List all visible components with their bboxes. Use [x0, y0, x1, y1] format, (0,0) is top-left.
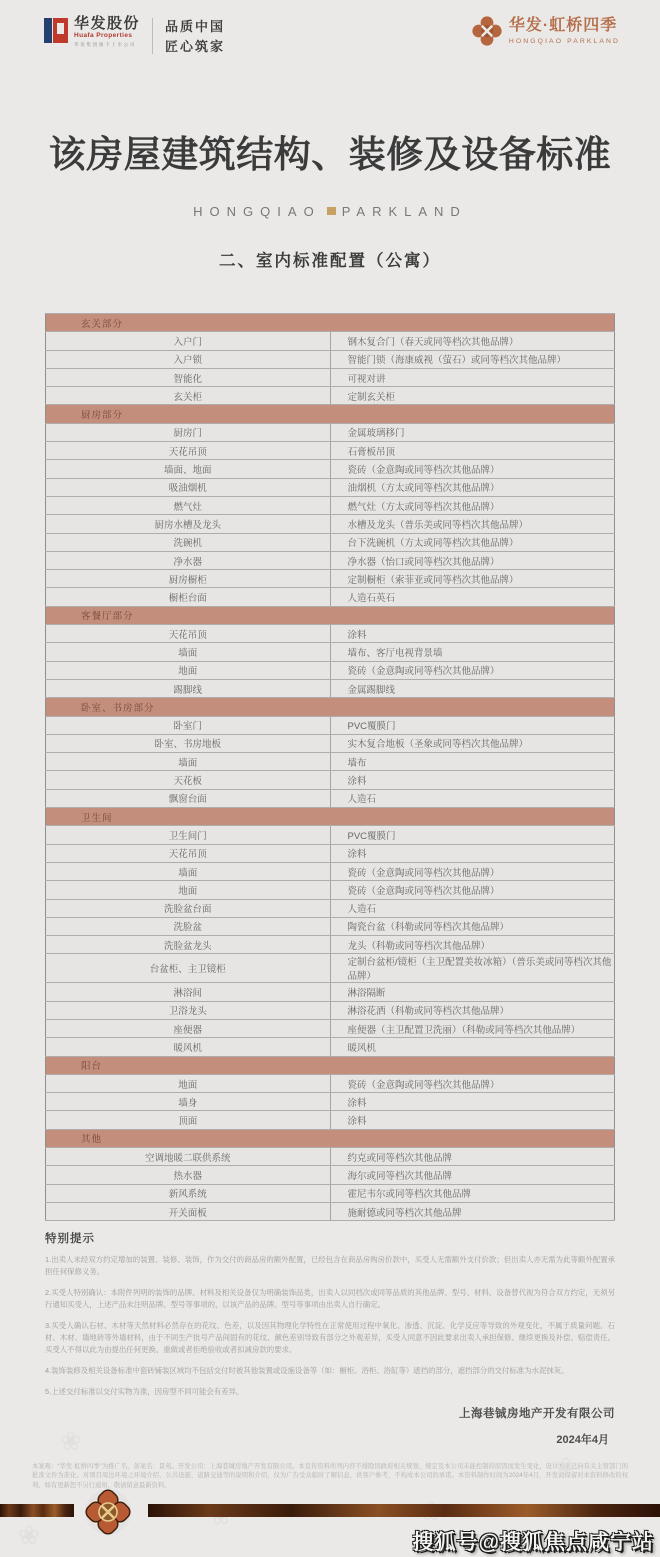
item-name-cell: 净水器 — [46, 551, 331, 569]
item-spec-cell: 瓷砖（金意陶或同等档次其他品牌） — [330, 460, 615, 478]
huafa-brand-en: Huafa Properties — [74, 32, 133, 39]
item-spec-cell: 淋浴隔断 — [330, 983, 615, 1001]
table-row — [46, 533, 615, 551]
header — [44, 16, 620, 57]
table-section-row — [46, 808, 615, 826]
table-row — [46, 1001, 615, 1019]
item-name-cell: 台盆柜、主卫镜柜 — [46, 954, 331, 983]
table-row — [46, 899, 615, 917]
item-name-cell: 墙面、地面 — [46, 460, 331, 478]
item-spec-cell: 石膏板吊顶 — [330, 442, 615, 460]
table-section-title: 卧室、书房部分 — [46, 698, 615, 716]
publish-date: 2024年4月 — [556, 1434, 609, 1446]
slogan-line2: 匠心筑家 — [165, 39, 226, 55]
item-spec-cell: 定制玄关柜 — [330, 387, 615, 405]
item-spec-cell: 定制橱柜（索菲亚或同等档次其他品牌） — [330, 570, 615, 588]
table-section-title: 卫生间 — [46, 808, 615, 826]
item-spec-cell: 智能门锁（海康威视（萤石）或同等档次其他品牌） — [330, 350, 615, 368]
item-spec-cell: 涂料 — [330, 625, 615, 643]
item-name-cell: 墙面 — [46, 643, 331, 661]
item-name-cell: 飘窗台面 — [46, 789, 331, 807]
table-row — [46, 862, 615, 880]
huafa-properties-logo — [44, 16, 225, 57]
item-spec-cell: 墙布 — [330, 753, 615, 771]
item-name-cell: 玄关柜 — [46, 387, 331, 405]
table-row — [46, 332, 615, 350]
special-notes — [45, 1230, 615, 1407]
huafa-brand-name: 华发股份 — [74, 15, 141, 32]
table-row — [46, 753, 615, 771]
item-name-cell: 厨房橱柜 — [46, 570, 331, 588]
table-section-row — [46, 698, 615, 716]
table-row — [46, 734, 615, 752]
table-row — [46, 983, 615, 1001]
table-row — [46, 1111, 615, 1129]
item-name-cell: 天花吊顶 — [46, 442, 331, 460]
item-spec-cell: 霍尼韦尔或同等档次其他品牌 — [330, 1184, 615, 1202]
table-section-row — [46, 1056, 615, 1074]
item-spec-cell: 定制台盆柜/镜柜（主卫配置美妆冰箱）（普乐美或同等档次其他品牌） — [330, 954, 615, 983]
item-spec-cell: 油烟机（方太或同等档次其他品牌） — [330, 478, 615, 496]
item-spec-cell: 淋浴花洒（科勒或同等档次其他品牌） — [330, 1001, 615, 1019]
item-name-cell: 燃气灶 — [46, 496, 331, 514]
huafa-logo-icon — [44, 18, 68, 43]
table-row — [46, 954, 615, 983]
table-row — [46, 844, 615, 862]
notes-heading: 特别提示 — [45, 1233, 95, 1245]
item-spec-cell: 涂料 — [330, 1093, 615, 1111]
item-name-cell: 开关面板 — [46, 1202, 331, 1220]
item-name-cell: 空调地暖二联供系统 — [46, 1148, 331, 1166]
table-row — [46, 881, 615, 899]
item-name-cell: 地面 — [46, 881, 331, 899]
table-row — [46, 826, 615, 844]
item-spec-cell: 人造石 — [330, 899, 615, 917]
item-spec-cell: 实木复合地板（圣象或同等档次其他品牌） — [330, 734, 615, 752]
item-spec-cell: 台下洗碗机（方太或同等档次其他品牌） — [330, 533, 615, 551]
table-row — [46, 387, 615, 405]
item-spec-cell: 座便器（主卫配置卫洗丽）（科勒或同等档次其他品牌） — [330, 1019, 615, 1037]
subtitle-right: PARKLAND — [341, 204, 467, 219]
subtitle-left: HONGQIAO — [193, 204, 321, 219]
item-spec-cell: 瓷砖（金意陶或同等档次其他品牌） — [330, 862, 615, 880]
item-name-cell: 地面 — [46, 1074, 331, 1092]
item-spec-cell: 水槽及龙头（普乐美或同等档次其他品牌） — [330, 515, 615, 533]
item-name-cell: 洗脸盆 — [46, 917, 331, 935]
item-spec-cell: 涂料 — [330, 844, 615, 862]
flower-watermark-icon: ❀ — [555, 1452, 577, 1482]
note-paragraph: 3.买受人确认石材、木材等天然材料必然存在的花纹、色差，以及因其物理化学特性在正常使用过程中氧化、渗透、沉淀、化学反应等导致的外观变化，不属于质量问题。石材、木材、墙地砖等外墙材料，由于不同生产批号产品间固有的花纹、颜色差别导致有部分之外观差异，买受人同意不因此要求出卖人承担保修、继续更换及补偿、赔偿责任。买受人不得以此为由提出任何更换、重做或者拒绝验收或者扣减房款的要求。 — [45, 1320, 615, 1354]
table-row — [46, 716, 615, 734]
table-section-title: 客餐厅部分 — [46, 606, 615, 624]
item-spec-cell: 可视对讲 — [330, 368, 615, 386]
flower-watermark-icon: ❀ — [60, 1426, 82, 1456]
table-row — [46, 936, 615, 954]
item-name-cell: 顶面 — [46, 1111, 331, 1129]
item-spec-cell: 墙布、客厅电视背景墙 — [330, 643, 615, 661]
item-name-cell: 天花板 — [46, 771, 331, 789]
table-row — [46, 496, 615, 514]
table-section-title: 阳台 — [46, 1056, 615, 1074]
table-section-row — [46, 1129, 615, 1147]
table-row — [46, 1074, 615, 1092]
brand-slogan — [165, 17, 225, 57]
table-row — [46, 350, 615, 368]
item-spec-cell: 瓷砖（金意陶或同等档次其他品牌） — [330, 1074, 615, 1092]
sohu-watermark: 搜狐号@搜狐焦点咸宁站 — [412, 1531, 654, 1554]
table-row — [46, 1166, 615, 1184]
table-row — [46, 1184, 615, 1202]
item-name-cell: 洗脸盆龙头 — [46, 936, 331, 954]
item-name-cell: 墙面 — [46, 862, 331, 880]
table-row — [46, 515, 615, 533]
item-spec-cell: 瓷砖（金意陶或同等档次其他品牌） — [330, 661, 615, 679]
item-spec-cell: 人造石英石 — [330, 588, 615, 606]
table-row — [46, 771, 615, 789]
table-row — [46, 1038, 615, 1056]
table-row — [46, 789, 615, 807]
footer — [0, 1496, 660, 1557]
item-spec-cell: 净水器（怡口或同等档次其他品牌） — [330, 551, 615, 569]
item-name-cell: 暖风机 — [46, 1038, 331, 1056]
huafa-brand-tagline: 华发集团旗下上市公司 — [74, 41, 136, 47]
item-name-cell: 橱柜台面 — [46, 588, 331, 606]
item-name-cell: 新风系统 — [46, 1184, 331, 1202]
item-name-cell: 入户门 — [46, 332, 331, 350]
table-section-title: 其他 — [46, 1129, 615, 1147]
item-spec-cell: 涂料 — [330, 771, 615, 789]
item-name-cell: 天花吊顶 — [46, 844, 331, 862]
table-row — [46, 1019, 615, 1037]
item-name-cell: 卫生间门 — [46, 826, 331, 844]
slogan-line1: 品质中国 — [165, 19, 226, 34]
gold-square-icon — [327, 207, 336, 215]
table-row — [46, 661, 615, 679]
parkland-brand-name: 华发·虹桥四季 — [508, 16, 618, 34]
item-name-cell: 卫浴龙头 — [46, 1001, 331, 1019]
item-name-cell: 天花吊顶 — [46, 625, 331, 643]
table-section-row — [46, 606, 615, 624]
table-row — [46, 625, 615, 643]
table-row — [46, 588, 615, 606]
item-spec-cell: 陶瓷台盆（科勒或同等档次其他品牌） — [330, 917, 615, 935]
item-name-cell: 踢脚线 — [46, 679, 331, 697]
item-name-cell: 吸油烟机 — [46, 478, 331, 496]
item-name-cell: 卧室门 — [46, 716, 331, 734]
table-section-title: 玄关部分 — [46, 314, 615, 332]
table-section-title: 厨房部分 — [46, 405, 615, 423]
item-name-cell: 热水器 — [46, 1166, 331, 1184]
item-spec-cell: 暖风机 — [330, 1038, 615, 1056]
item-spec-cell: 金属踢脚线 — [330, 679, 615, 697]
item-name-cell: 厨房水槽及龙头 — [46, 515, 331, 533]
item-spec-cell: PVC覆膜门 — [330, 716, 615, 734]
table-row — [46, 1148, 615, 1166]
item-name-cell: 智能化 — [46, 368, 331, 386]
item-spec-cell: 龙头（科勒或同等档次其他品牌） — [330, 936, 615, 954]
banner-subtitle — [0, 204, 660, 219]
table-row — [46, 442, 615, 460]
note-paragraph: 2.买受人特别确认：本附件列明的装饰的品牌、材料及相关设备仅为明确装饰品类，出卖人以同档次或同等品质的其他品牌、型号、材料、设备替代视为符合双方约定，无须另行通知买受人，上述产品未注明品牌、型号等事项的，以该产品的品牌、型号等事项由出卖人自行确定。 — [45, 1287, 615, 1309]
table-row — [46, 1093, 615, 1111]
note-paragraph: 5.上述交付标准以交付实物为准，因房型不同可能会有差异。 — [45, 1386, 244, 1396]
table-row — [46, 478, 615, 496]
table-row — [46, 643, 615, 661]
item-name-cell: 淋浴间 — [46, 983, 331, 1001]
item-spec-cell: PVC覆膜门 — [330, 826, 615, 844]
item-spec-cell: 金属玻璃移门 — [330, 423, 615, 441]
table-row — [46, 917, 615, 935]
item-spec-cell: 海尔或同等档次其他品牌 — [330, 1166, 615, 1184]
table-row — [46, 460, 615, 478]
developer-company: 上海巷铖房地产开发有限公司 — [459, 1408, 615, 1420]
item-name-cell: 地面 — [46, 661, 331, 679]
table-row — [46, 551, 615, 569]
hongqiao-parkland-logo — [472, 16, 620, 46]
item-spec-cell: 涂料 — [330, 1111, 615, 1129]
item-name-cell: 卧室、书房地板 — [46, 734, 331, 752]
section-heading: 二、室内标准配置（公寓） — [219, 252, 441, 270]
item-name-cell: 墙面 — [46, 753, 331, 771]
item-spec-cell: 人造石 — [330, 789, 615, 807]
footer-band-right — [148, 1504, 660, 1517]
item-name-cell: 厨房门 — [46, 423, 331, 441]
item-spec-cell: 施耐德或同等档次其他品牌 — [330, 1202, 615, 1220]
parkland-brand-en: HONGQIAO PARKLAND — [508, 37, 620, 45]
item-spec-cell: 约克或同等档次其他品牌 — [330, 1148, 615, 1166]
table-section-row — [46, 314, 615, 332]
table-section-row — [46, 405, 615, 423]
note-paragraph: 1.出卖人未经双方约定增加的装置、装修、装饰，作为交付的商品房的额外配置，已经包含在商品房购房价款中，买受人无需额外支付价款；但出卖人亦无需为此等额外配置承担任何保修义务。 — [45, 1255, 615, 1276]
footer-band-left — [0, 1504, 74, 1517]
header-divider — [152, 18, 153, 54]
signoff-block — [45, 1405, 615, 1447]
flower-watermark-icon: ❀ — [18, 1520, 40, 1550]
page-title: 该房屋建筑结构、装修及设备标准 — [48, 134, 612, 175]
table-row — [46, 679, 615, 697]
item-spec-cell: 瓷砖（金意陶或同等档次其他品牌） — [330, 881, 615, 899]
item-name-cell: 墙身 — [46, 1093, 331, 1111]
spec-table — [45, 313, 615, 1221]
item-name-cell: 座便器 — [46, 1019, 331, 1037]
footer-emblem-flower-icon — [84, 1488, 132, 1536]
legal-fineprint: 本案观：“华发·虹桥四季”为推广名，备案名：景苑。开发公司：上海巷铖房地产开发有限公司。本宣传资料所列内容不排除因政府相关规划、规定及本公司未能控制的原因而发生变化，设计方案已向有关主管部门的批准文件为准化。对项目周边环境之环境介绍、公共设施、道路交通等的说明和介绍，仅为广告受众临时了解信息，供客户参考，不构成本公司的承诺。本资料制作时间为2024年4月，开发商保留对本资料修改的权利，如有更新恕不另行通知，敬请留意最新资料。 — [32, 1463, 628, 1489]
item-spec-cell: 燃气灶（方太或同等档次其他品牌） — [330, 496, 615, 514]
table-row — [46, 368, 615, 386]
item-spec-cell: 钢木复合门（春天或同等档次其他品牌） — [330, 332, 615, 350]
table-row — [46, 570, 615, 588]
item-name-cell: 洗脸盆台面 — [46, 899, 331, 917]
item-name-cell: 洗碗机 — [46, 533, 331, 551]
note-paragraph: 4.装饰装修及相关设备标准中瓷砖铺装区域均不包括交付时被其他装置或设施设备等（如：橱柜、浴柜、浴缸等）遮挡的部分，遮挡部分的交付标准为水泥抹灰。 — [45, 1365, 569, 1375]
parkland-flower-icon — [472, 16, 502, 46]
item-name-cell: 入户锁 — [46, 350, 331, 368]
table-row — [46, 423, 615, 441]
table-row — [46, 1202, 615, 1220]
